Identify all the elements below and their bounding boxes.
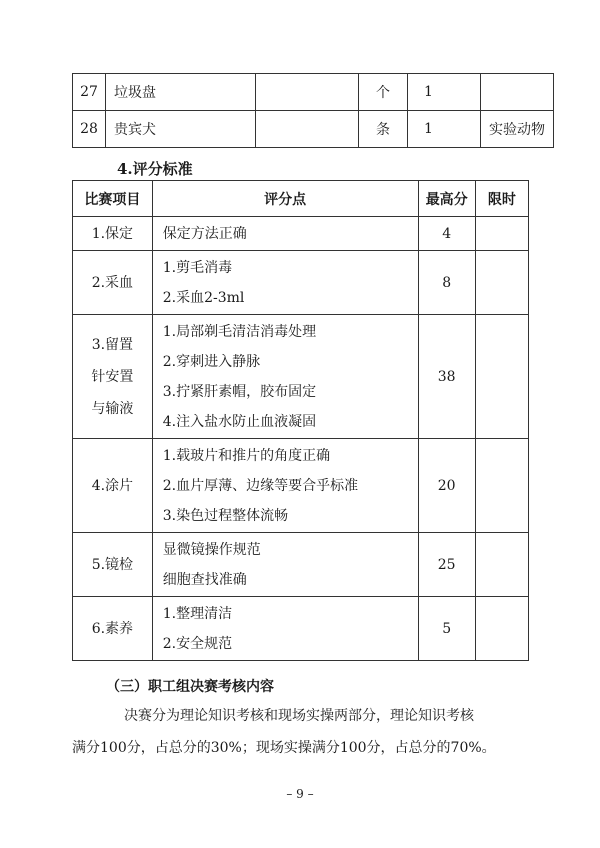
header-limit: 限时 [475,181,528,217]
scoring-max: 4 [418,217,475,251]
items-row [73,74,554,111]
scoring-points [152,533,418,597]
scoring-row [73,439,529,533]
scoring-item-line: 1.保定 [91,225,134,242]
item-name: 垃圾盘 [106,74,256,111]
scoring-max: 25 [418,533,475,597]
item-spec [256,111,359,148]
scoring-points [152,439,418,533]
scoring-max: 5 [418,597,475,661]
scoring-point: 1.载玻片和推片的角度正确 [162,447,331,464]
item-number: 27 [73,74,106,111]
scoring-max: 20 [418,439,475,533]
item-quantity: 1 [408,111,481,148]
scoring-item [73,315,153,439]
scoring-points [152,315,418,439]
scoring-row [73,533,529,597]
scoring-points [152,251,418,315]
page-number: – 9 – [286,787,314,801]
scoring-item [73,217,153,251]
scoring-row [73,597,529,661]
scoring-item-line: 5.镜检 [91,556,134,573]
scoring-item [73,597,153,661]
scoring-item [73,533,153,597]
item-note: 实验动物 [481,111,554,148]
scoring-title: 4.评分标准 [117,160,193,178]
scoring-item-line: 6.素养 [91,620,134,637]
scoring-point: 1.整理清洁 [162,605,233,622]
scoring-item-line: 4.涂片 [91,477,134,494]
scoring-item-line: 2.采血 [91,274,134,291]
scoring-limit [475,251,528,315]
section3-line1: 决赛分为理论知识考核和现场实操两部分，理论知识考核 [124,708,474,724]
item-name: 贵宾犬 [106,111,256,148]
scoring-header-row [73,181,529,217]
scoring-point: 2.采血2-3ml [162,289,245,306]
item-note [481,74,554,111]
scoring-item-line: 3.留置 [91,336,134,353]
scoring-limit [475,439,528,533]
scoring-points [152,217,418,251]
scoring-table [72,180,529,661]
scoring-max: 38 [418,315,475,439]
scoring-point: 1.局部剃毛清洁消毒处理 [162,323,317,340]
scoring-point: 2.穿刺进入静脉 [162,353,261,370]
scoring-row [73,217,529,251]
item-spec [256,74,359,111]
scoring-points [152,597,418,661]
section3-heading: （三）职工组决赛考核内容 [106,679,274,695]
header-item: 比赛项目 [73,181,153,217]
item-unit: 个 [359,74,408,111]
item-unit: 条 [359,111,408,148]
scoring-point: 2.血片厚薄、边缘等要合乎标准 [162,477,359,494]
scoring-point: 显微镜操作规范 [162,541,261,558]
scoring-limit [475,597,528,661]
scoring-limit [475,533,528,597]
section3-line2: 满分100分，占总分的30%；现场实操满分100分，占总分的70%。 [72,740,496,756]
scoring-point: 4.注入盐水防止血液凝固 [162,413,317,430]
equipment-table [72,73,554,148]
item-number: 28 [73,111,106,148]
scoring-point: 1.剪毛消毒 [162,259,233,276]
scoring-row [73,251,529,315]
scoring-limit [475,217,528,251]
scoring-point: 3.染色过程整体流畅 [162,507,289,524]
header-max: 最高分 [418,181,475,217]
scoring-item [73,251,153,315]
scoring-point: 2.安全规范 [162,635,233,652]
scoring-max: 8 [418,251,475,315]
items-row [73,111,554,148]
scoring-item-line: 针安置 [91,368,134,385]
scoring-limit [475,315,528,439]
scoring-point: 保定方法正确 [162,225,247,242]
scoring-point: 3.拧紧肝素帽，胶布固定 [162,383,317,400]
header-points: 评分点 [152,181,418,217]
scoring-item [73,439,153,533]
scoring-item-line: 与输液 [91,400,134,417]
scoring-row [73,315,529,439]
scoring-point: 细胞查找准确 [162,571,247,588]
item-quantity: 1 [408,74,481,111]
